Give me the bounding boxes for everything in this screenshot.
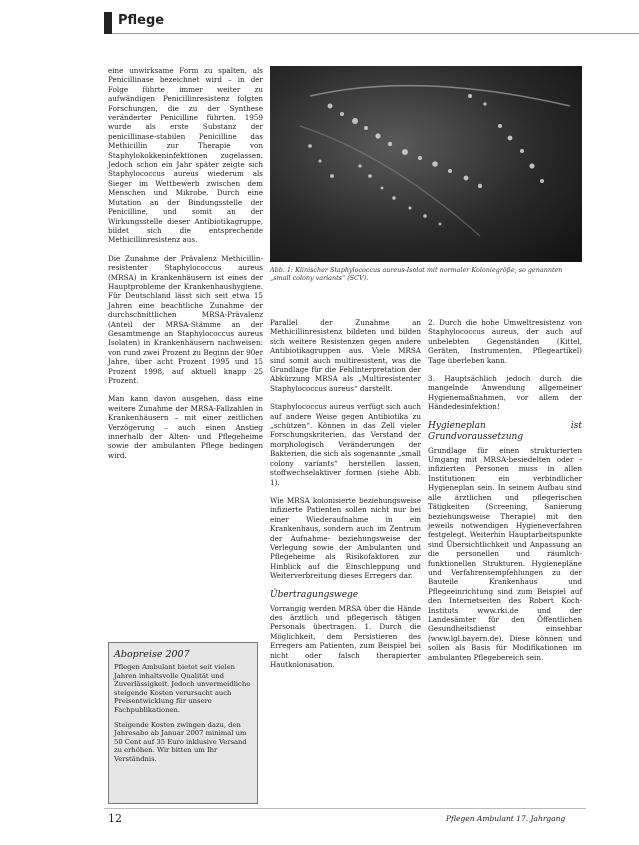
- header-rule: [104, 15, 639, 34]
- paragraph: Staphylococcus aureus verfügt sich auch auf andere Weise gegen Antibiotika zu „schützen“. Können in das Zell vieler Forschungskriterien, das Verstand der morphologisch Veränderungen der Bakterien, die sich als sogenannte „small colony variants“ herstellen lassen, stoffwechselaktiver formen (siehe Abb. 1).: [270, 402, 421, 487]
- paragraph: Man kann davon ausgehen, dass eine weitere Zunahme der MRSA-Fallzahlen in Krankenhäusern – mit einer zeitlichen Verzögerung – auch einen Anstieg innerhalb der Alten- und Pflegeheime sowie der ambulanten Pflege bedingen wird.: [108, 394, 263, 460]
- paragraph: Vorrangig werden MRSA über die Hände des ärztlich und pflegerisch tätigen Personals übertragen. 1. Durch die Möglichkeit, dem Persistieren des Erregers am Patienten, zum Beispiel bei nicht oder falsch therapierter Hautkolonisation.: [270, 603, 421, 669]
- info-box-text: Pflegen Ambulant bietet seit vielen Jahren inhaltsvolle Qualität und Zuverlässigkeit. Jedoch unvermeidliche steigende Kosten verursacht auch Preisentwicklung für unsere Fachpublikationen.: [114, 663, 251, 714]
- paragraph: eine unwirksame Form zu spalten, als Penicillinase bezeichnet wird – in der Folge führte immer weiter zu aufwändigen Penicillinresistenz folgten Forschungen, die zu der Synthese veränderter Penicilline führten. 1959 wurde als erste Substanz der penicillinase-stabilen Penicilline das Methicillin zur Therapie von Staphylokokkeninfektionen zugelassen. Jedoch schon ein Jahr später zeigte sich Staphylococcus aureus wiederum als Sieger im Wettbewerb zwischen dem Menschen und Mikrobe. Durch eine Mutation an der Bindungsstelle der Penicilline, und somit an der Wirkungsstelle dieser Antibiotikagruppe, bildet sich die entsprechende Methicillinresistenz aus.: [108, 66, 263, 245]
- journal-name: Pflegen Ambulant 17. Jahrgang: [446, 814, 566, 823]
- footer-rule: [104, 808, 586, 809]
- figure-caption: Abb. 1: Klinischer Staphylococcus aureus-Isolat mit normaler Koloniegröße, so genannten „small colony variants“ (SCV).: [270, 266, 563, 282]
- paragraph: Die Zunahme der Prävalenz Methicillin-resistenter Staphylococcus aureus (MRSA) in Krankenhäusern ist eines der Hauptprobleme der Krankenhaushygiene. Für Deutschland lässt sich seit etwa 15 Jahren eine beachtliche Zunahme der durchschnittlichen MRSA-Prävalenz (Anteil der MRSA-Stämme an der Gesamtmenge an Staphylococcus aureus Isolaten) in Krankenhäusern nachweisen: von rund zwei Prozent zu Beginn der 90er Jahre, über acht Prozent 1995 und 15 Prozent 1998, auf aktuell knapp 25 Prozent.: [108, 253, 263, 385]
- colony-photo: [270, 66, 582, 262]
- paragraph: 3. Hauptsächlich jedoch durch die mangelnde Anwendung allgemeiner Hygienemaßnahmen, vor allem der Händedesinfektion!: [428, 374, 582, 412]
- paragraph: Grundlage für einen strukturierten Umgang mit MRSA-besiedelten oder -infizierten Personen muss in allen Institutionen ein verbindlicher Hygieneplan sein. In seinem Aufbau sind alle ärztlichen und pflegerischen Tätigkeiten (Screening, Sanierung beziehungsweise Therapie) mit den jeweils notwendigen Hygieneverfahren festgelegt. Weiterhin Hauptarbeitspunkte sind Übersichtlichkeit und Anpassung an die personellen und räumlich-funktionellen Strukturen. Hygienepläne und Verfahrensempfehlungen zu der Bauteile Krankenhaus und Pflegeeinrichtung sind zum Beispiel auf den Internetseiten des Robert Koch-Instituts www.rki.de und der Landesämter für den Öffentlichen Gesundheitsdienst einsehbar (www.lgl.bayern.de). Diese können und sollen als Basis für Modifikationen im ambulanten Pflegebereich sein.: [428, 445, 582, 662]
- subheading: Übertragungswege: [270, 589, 359, 600]
- column-1: [108, 66, 263, 469]
- subheading: Hygieneplan ist Grundvoraussetzung: [428, 420, 582, 442]
- paragraph: Parallel der Zunahme an Methicillinresistenz bildeten und bilden sich weitere Resistenzen gegen andere Antibiotikagruppen aus. Viele MRSA sind somit auch multiresistent, was die Grundlage für die Fehlinterpretation der Abkürzung MRSA als „Multiresistenter Staphylococcus aureus“ darstellt.: [270, 318, 421, 393]
- info-box-title: Abopreise 2007: [114, 649, 190, 660]
- paragraph: Wie MRSA kolonisierte beziehungsweise infizierte Patienten sollen nicht nur bei einer Wiederaufnahme in ein Krankenhaus, sondern auch im Zentrum der Aufnahme- beziehungsweise der Verlegung sowie der Ambulanten und Pflegeheime als Risikofaktoren zur Hinblick auf die Einschleppung und Weiterverbreitung dieses Erregers dar.: [270, 495, 421, 581]
- micrograph-image: [270, 66, 582, 262]
- section-marker: [104, 12, 112, 34]
- section-title: Pflege: [118, 13, 165, 28]
- page-number: 12: [108, 812, 122, 825]
- column-2: [270, 318, 421, 678]
- paragraph: 2. Durch die hohe Umweltresistenz von Staphylococcus aureus, der auch auf unbelebten Gegenständen (Kittel, Geräten, Instrumenten, Pflegeartikel) Tage überleben kann.: [428, 318, 582, 365]
- info-box: [108, 642, 258, 804]
- info-box-text: Steigende Kosten zwingen dazu, den Jahresabo ab Januar 2007 minimal um 50 Cent auf 35 Euro inklusive Versand zu erhöhen. Wir bitten um Ihr Verständnis.: [114, 720, 247, 763]
- column-3: [428, 318, 582, 671]
